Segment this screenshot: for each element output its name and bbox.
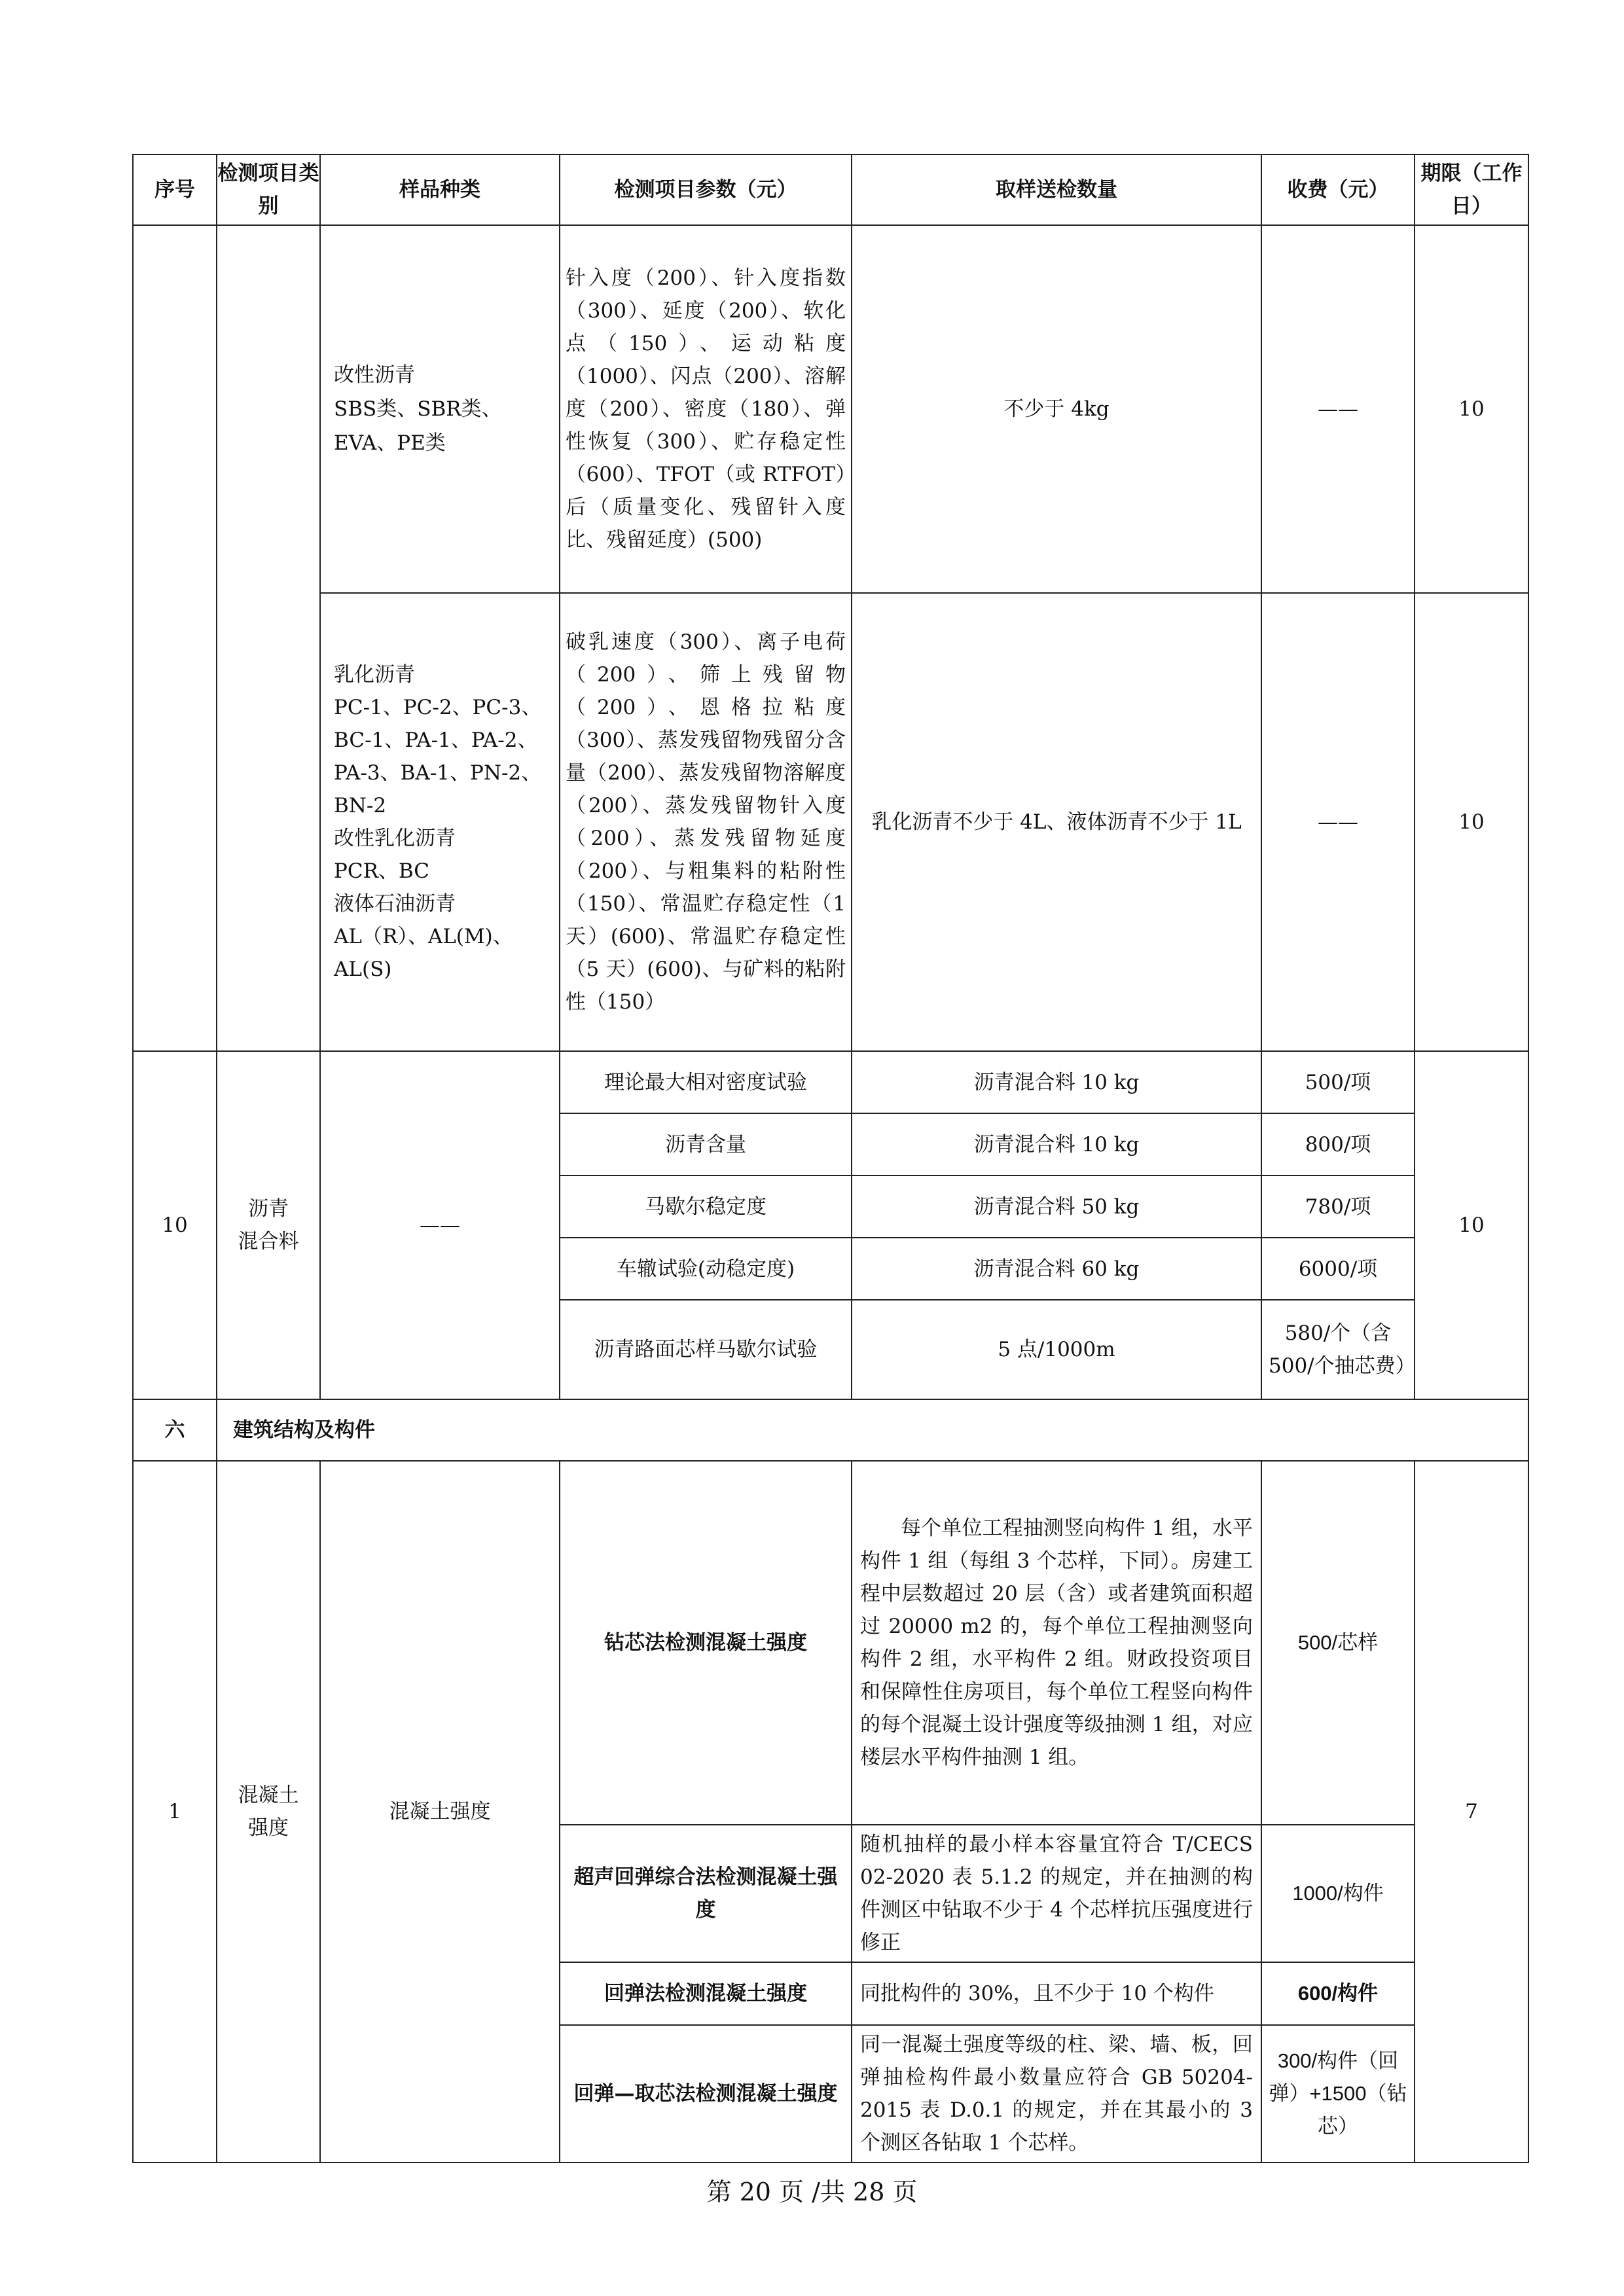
period-cell: 10 — [1415, 1051, 1528, 1399]
param-cell: 沥青路面芯样马歇尔试验 — [560, 1300, 852, 1399]
params-cell: 破乳速度（300）、离子电荷（200）、筛上残留物（200）、恩格拉粘度（300）、蒸发残留物残留分含量（200）、蒸发残留物溶解度（200）、蒸发残留物针入度（200）、蒸发残留物延度（200）、与粗集料的粘附性（150）、常温贮存稳定性（1 天）(600)、常温贮存稳定性（5 天）(600)、与矿料的粘附性（150） — [560, 593, 852, 1051]
param-cell: 钻芯法检测混凝土强度 — [560, 1461, 852, 1825]
header-fee: 收费（元） — [1261, 154, 1415, 225]
period-cell: 10 — [1415, 225, 1528, 593]
header-category: 检测项目类别 — [217, 154, 320, 225]
table-row — [133, 1461, 1528, 1825]
fee-cell: 600/构件 — [1261, 1962, 1415, 2025]
seq-cell: 10 — [133, 1051, 217, 1399]
fee-cell: 780/项 — [1261, 1175, 1415, 1238]
category-cell-empty — [217, 225, 320, 1051]
param-cell: 理论最大相对密度试验 — [560, 1051, 852, 1113]
category-cell: 混凝土 强度 — [217, 1461, 320, 2162]
category-cell: 沥青 混合料 — [217, 1051, 320, 1399]
table-row — [133, 225, 1528, 593]
sample-type-cell: 混凝土强度 — [320, 1461, 560, 2162]
quantity-cell: 沥青混合料 60 kg — [852, 1238, 1261, 1300]
param-cell: 沥青含量 — [560, 1113, 852, 1175]
quantity-cell: 不少于 4kg — [852, 225, 1261, 593]
param-cell: 马歇尔稳定度 — [560, 1175, 852, 1238]
table-row — [133, 1051, 1528, 1113]
fee-cell: —— — [1261, 225, 1415, 593]
quantity-cell: 同一混凝土强度等级的柱、梁、墙、板，回弹抽检构件最小数量应符合 GB 50204-2015 表 D.0.1 的规定，并在其最小的 3 个测区各钻取 1 个芯样。 — [852, 2025, 1261, 2162]
fee-cell: 800/项 — [1261, 1113, 1415, 1175]
seq-cell-empty — [133, 225, 217, 1051]
fee-cell: 580/个（含500/个抽芯费） — [1261, 1300, 1415, 1399]
header-quantity: 取样送检数量 — [852, 154, 1261, 225]
table-header-row — [133, 154, 1528, 225]
quantity-cell: 每个单位工程抽测竖向构件 1 组，水平构件 1 组（每组 3 个芯样，下同）。房建工程中层数超过 20 层（含）或者建筑面积超过 20000 m2 的，每个单位工程抽测竖向构件 2 组，水平构件 2 组。财政投资项目和保障性住房项目，每个单位工程竖向构件的每个混凝土设计强度等级抽测 1 组，对应楼层水平构件抽测 1 组。 — [852, 1461, 1261, 1825]
quantity-cell: 5 点/1000m — [852, 1300, 1261, 1399]
params-cell: 针入度（200）、针入度指数（300）、延度（200）、软化点（150）、运动粘度（1000）、闪点（200）、溶解度（200）、密度（180）、弹性恢复（300）、贮存稳定性（600）、TFOT（或 RTFOT）后（质量变化、残留针入度比、残留延度）(500) — [560, 225, 852, 593]
section-title: 建筑结构及构件 — [217, 1399, 1528, 1461]
fee-cell: 1000/构件 — [1261, 1825, 1415, 1962]
header-period: 期限（工作日） — [1415, 154, 1528, 225]
seq-cell: 1 — [133, 1461, 217, 2162]
fee-cell: 500/芯样 — [1261, 1461, 1415, 1825]
header-seq: 序号 — [133, 154, 217, 225]
sample-type-cell: —— — [320, 1051, 560, 1399]
quantity-cell: 同批构件的 30%，且不少于 10 个构件 — [852, 1962, 1261, 2025]
fee-cell: 6000/项 — [1261, 1238, 1415, 1300]
fee-cell: 300/构件（回弹）+1500（钻芯） — [1261, 2025, 1415, 2162]
param-cell: 超声回弹综合法检测混凝土强度 — [560, 1825, 852, 1962]
quantity-cell: 沥青混合料 50 kg — [852, 1175, 1261, 1238]
quantity-cell: 随机抽样的最小样本容量宜符合 T/CECS 02-2020 表 5.1.2 的规定，并在抽测的构件测区中钻取不少于 4 个芯样抗压强度进行修正 — [852, 1825, 1261, 1962]
quantity-cell: 沥青混合料 10 kg — [852, 1113, 1261, 1175]
section-row — [133, 1399, 1528, 1461]
header-sample-type: 样品种类 — [320, 154, 560, 225]
fee-cell: 500/项 — [1261, 1051, 1415, 1113]
section-seq: 六 — [133, 1399, 217, 1461]
param-cell: 回弹法检测混凝土强度 — [560, 1962, 852, 2025]
table-row — [133, 593, 1528, 1051]
param-cell: 车辙试验(动稳定度) — [560, 1238, 852, 1300]
fee-table — [132, 154, 1529, 2163]
period-cell: 10 — [1415, 593, 1528, 1051]
quantity-cell: 乳化沥青不少于 4L、液体沥青不少于 1L — [852, 593, 1261, 1051]
quantity-cell: 沥青混合料 10 kg — [852, 1051, 1261, 1113]
page-footer: 第 20 页 /共 28 页 — [706, 2178, 918, 2206]
fee-cell: —— — [1261, 593, 1415, 1051]
period-cell: 7 — [1415, 1461, 1528, 2162]
sample-type-cell: 改性沥青 SBS类、SBR类、EVA、PE类 — [320, 225, 560, 593]
header-params: 检测项目参数（元） — [560, 154, 852, 225]
param-cell: 回弹—取芯法检测混凝土强度 — [560, 2025, 852, 2162]
sample-type-cell: 乳化沥青 PC-1、PC-2、PC-3、BC-1、PA-1、PA-2、PA-3、BA-1、PN-2、BN-2 改性乳化沥青 PCR、BC 液体石油沥青 AL（R）、AL(M)、AL(S) — [320, 593, 560, 1051]
